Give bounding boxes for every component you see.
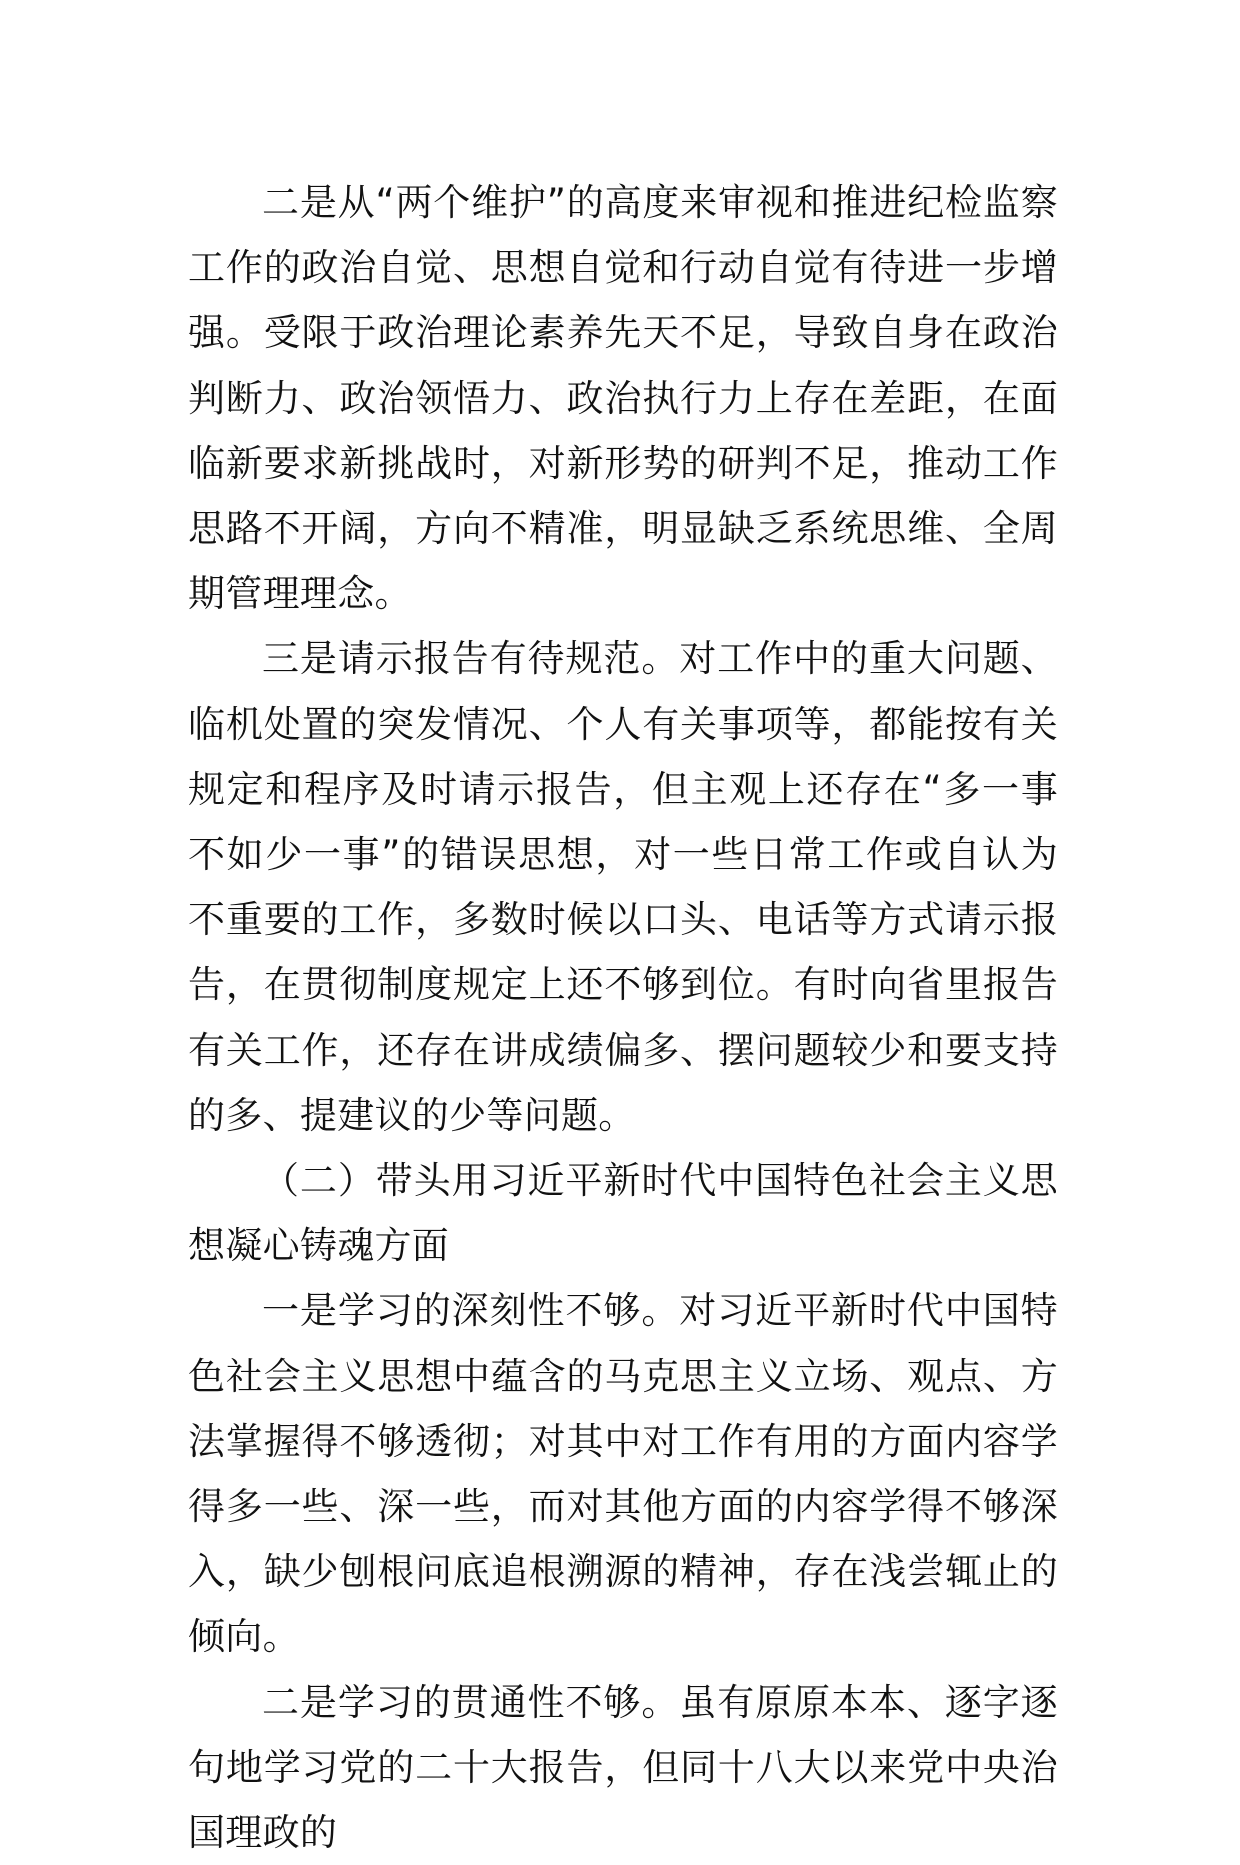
- paragraph-study-depth: 一是学习的深刻性不够。对习近平新时代中国特色社会主义思想中蕴含的马克思主义立场、观点、方法掌握得不够透彻；对其中对工作有用的方面内容学得多一些、深一些，而对其他方面的内容学得不够深入，缺少刨根问底追根溯源的精神，存在浅尝辄止的倾向。: [188, 1289, 1058, 1659]
- paragraph-study-coherence: 二是学习的贯通性不够。虽有原原本本、逐字逐句地学习党的二十大报告，但同十八大以来党中央治国理政的: [188, 1680, 1058, 1855]
- document-body: [188, 170, 1058, 1865]
- section-heading-2: （二）带头用习近平新时代中国特色社会主义思想凝心铸魂方面: [188, 1159, 1058, 1268]
- paragraph-two-safeguards: 二是从“两个维护”的高度来审视和推进纪检监察工作的政治自觉、思想自觉和行动自觉有待进一步增强。受限于政治理论素养先天不足，导致自身在政治判断力、政治领悟力、政治执行力上存在差距，在面临新要求新挑战时，对新形势的研判不足，推动工作思路不开阔，方向不精准，明显缺乏系统思维、全周期管理理念。: [188, 181, 1058, 616]
- paragraph-reporting: 三是请示报告有待规范。对工作中的重大问题、临机处置的突发情况、个人有关事项等，都能按有关规定和程序及时请示报告，但主观上还存在“多一事不如少一事”的错误思想，对一些日常工作或自认为不重要的工作，多数时候以口头、电话等方式请示报告，在贯彻制度规定上还不够到位。有时向省里报告有关工作，还存在讲成绩偏多、摆问题较少和要支持的多、提建议的少等问题。: [188, 637, 1058, 1137]
